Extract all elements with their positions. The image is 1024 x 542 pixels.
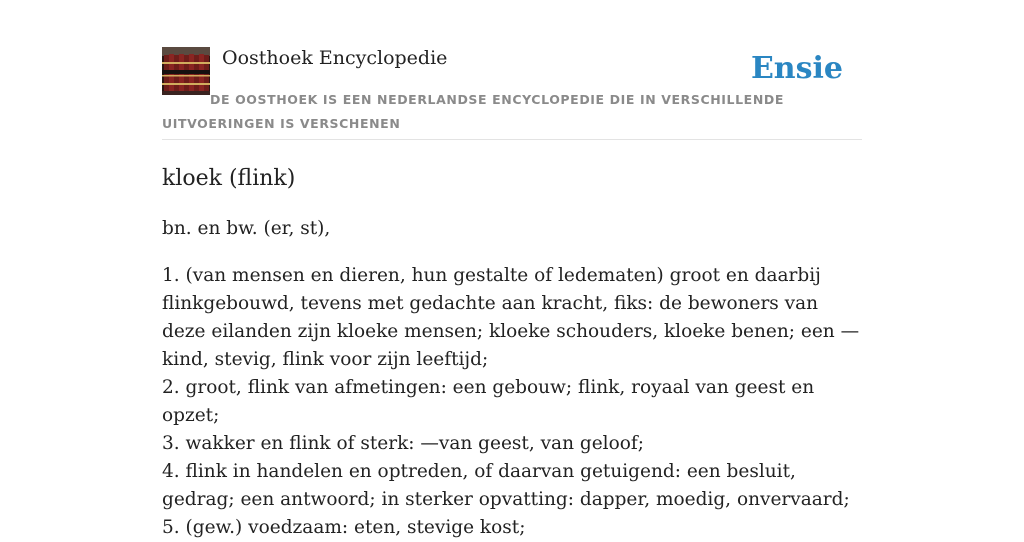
entry-title: kloek (flink): [162, 166, 296, 191]
definition-item: 4. flink in handelen en optreden, of daarvan getuigend: een besluit, gedrag; een antwoord; in sterker opvatting: dapper, moedig, onvervaard;: [162, 461, 850, 510]
site-header: [162, 46, 862, 140]
site-title[interactable]: Oosthoek Encyclopedie: [222, 47, 448, 69]
brand-logo[interactable]: Ensie: [750, 51, 843, 86]
definition-item: 2. groot, flink van afmetingen: een gebouw; flink, royaal van geest en opzet;: [162, 377, 815, 426]
entry-content: [162, 163, 867, 542]
definition-item: 5. (gew.) voedzaam: eten, stevige kost;: [162, 517, 526, 538]
header-divider: [162, 139, 862, 140]
entry-grammar: bn. en bw. (er, st),: [162, 218, 331, 239]
entry-definitions: [162, 262, 867, 542]
site-tagline: DE OOSTHOEK IS EEN NEDERLANDSE ENCYCLOPEDIE DIE IN VERSCHILLENDE UITVOERINGEN IS VERSCHENEN: [162, 92, 784, 131]
definition-item: 1. (van mensen en dieren, hun gestalte of ledematen) groot en daarbij flinkgebouwd, tevens met gedachte aan kracht, fiks: de bewoners van deze eilanden zijn kloeke mensen; kloeke schouders, kloeke benen; een — kind, stevig, flink voor zijn leeftijd;: [162, 265, 860, 370]
definition-item: 3. wakker en flink of sterk: —van geest, van geloof;: [162, 433, 644, 454]
